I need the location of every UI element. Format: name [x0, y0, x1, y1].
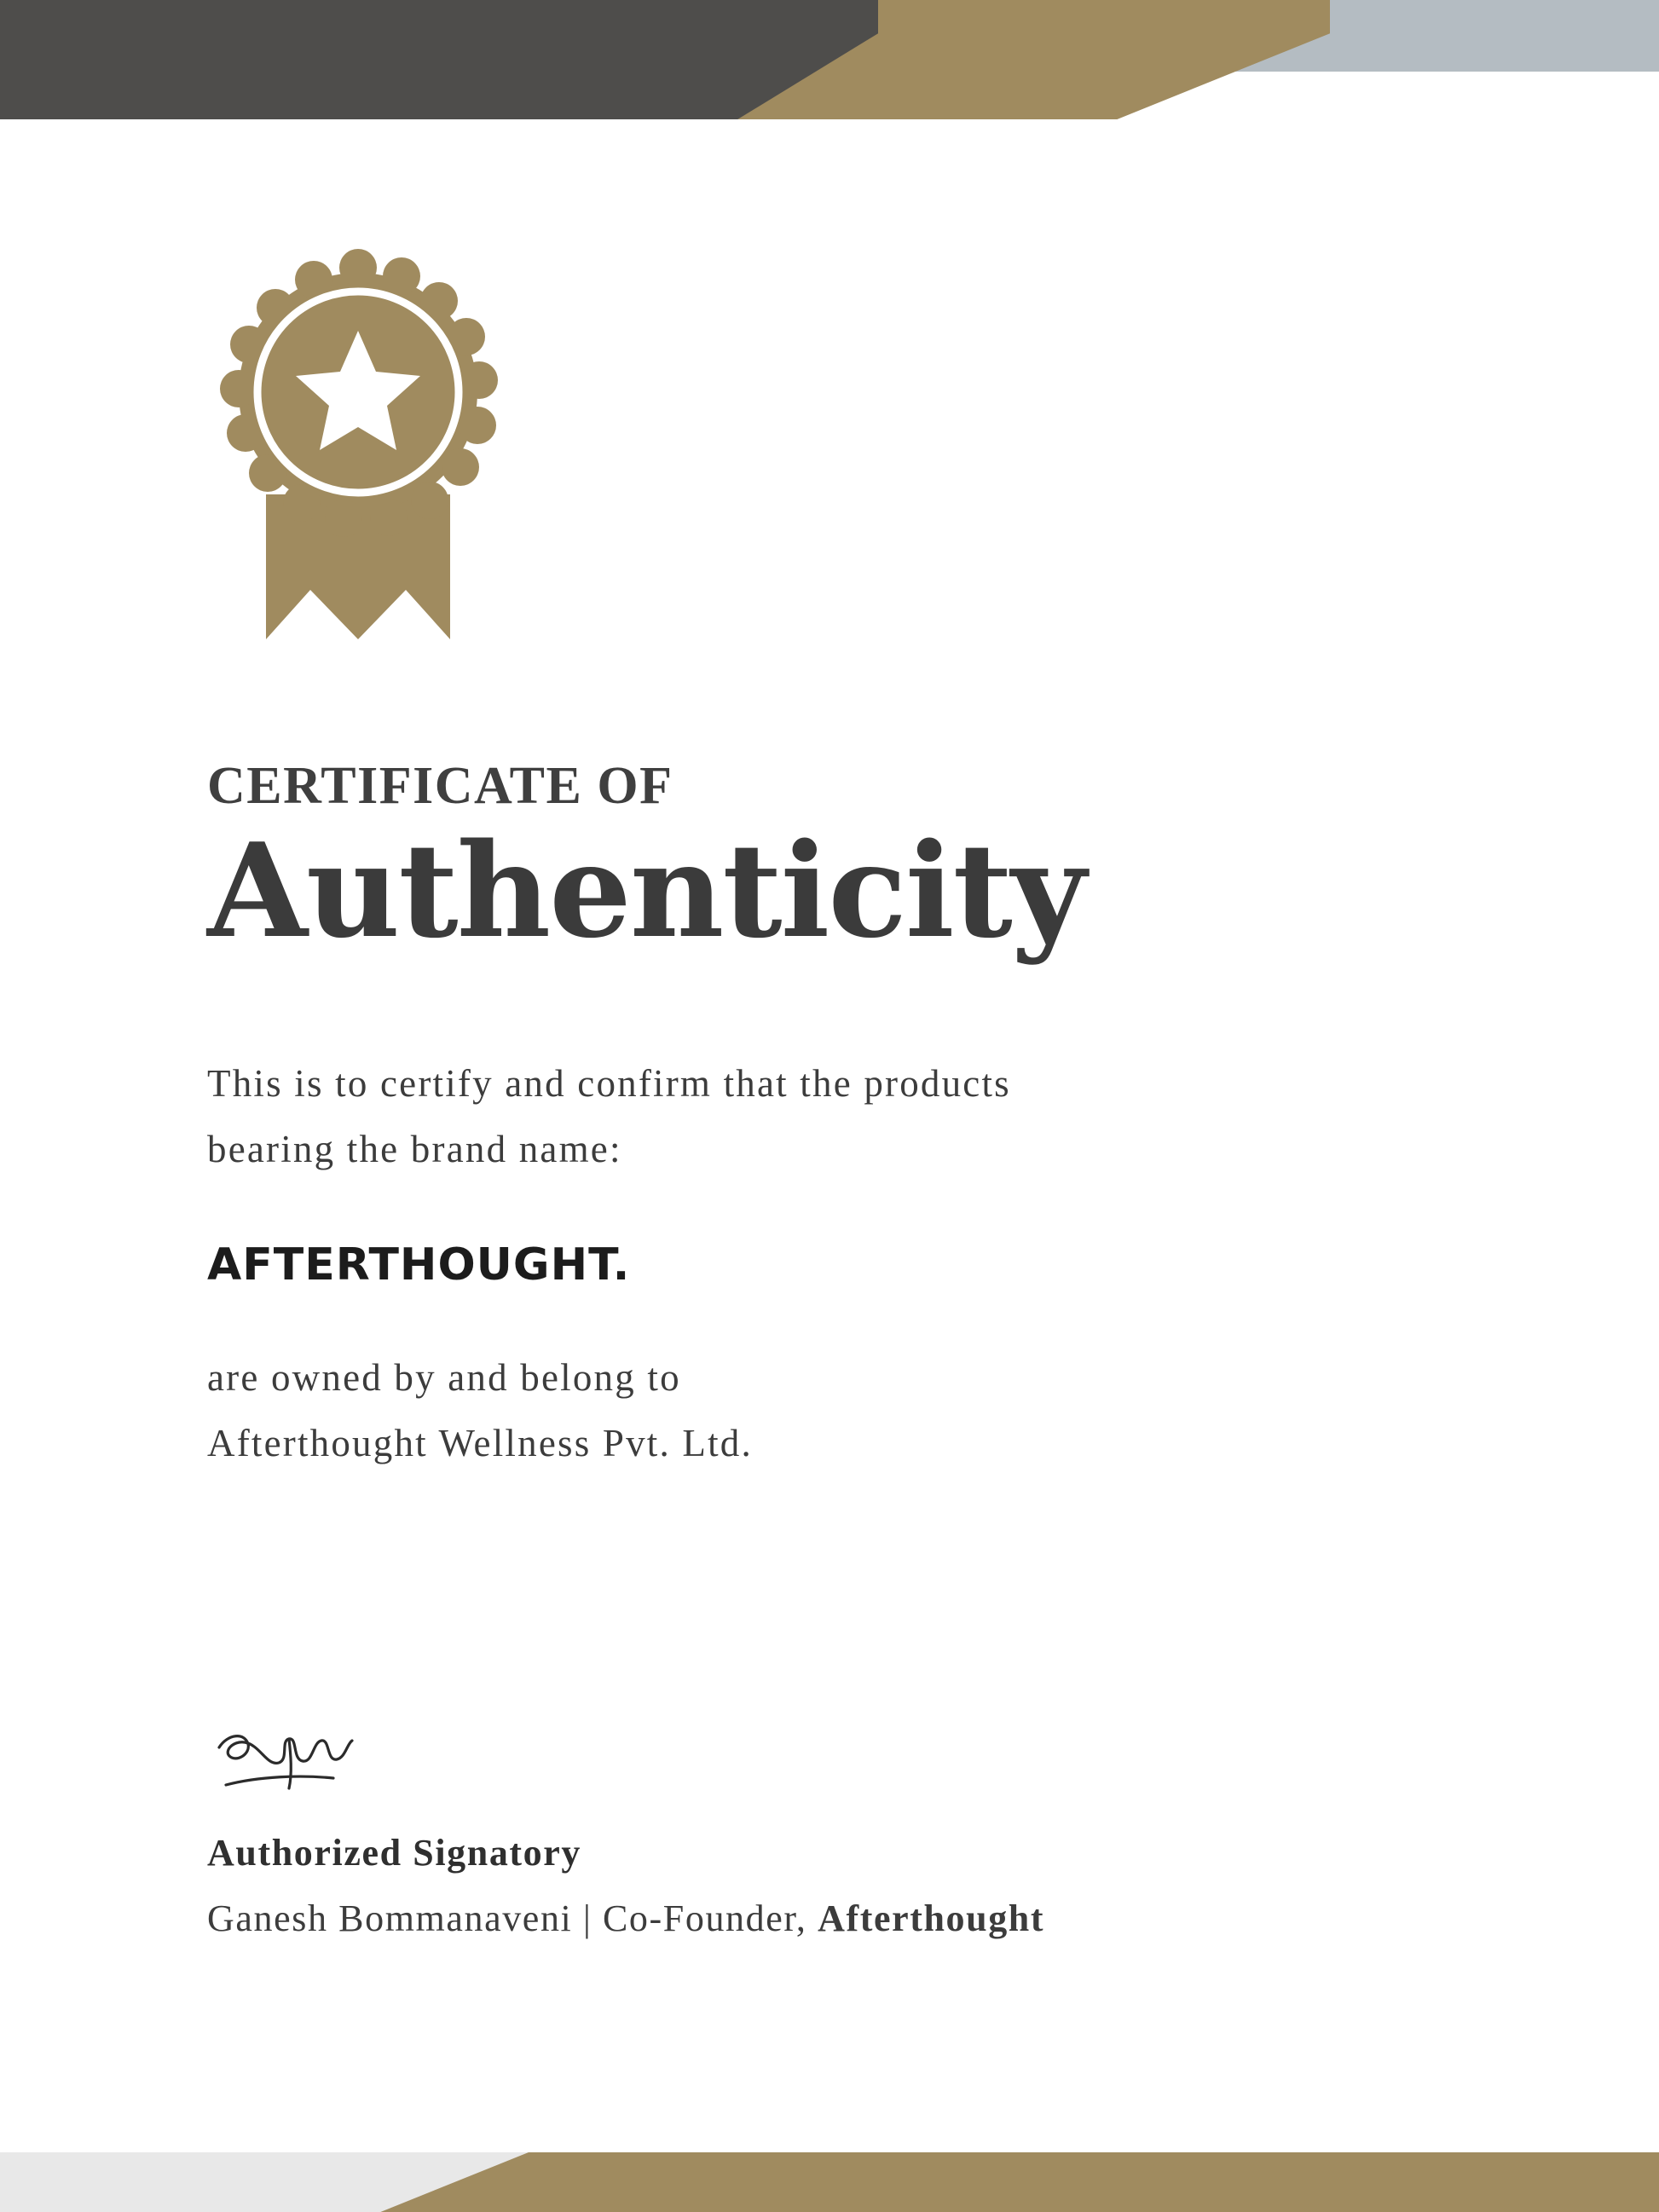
signatory-name-line — [207, 1897, 1486, 1940]
page-title: Authenticity — [207, 814, 1085, 967]
signer-title: Co-Founder, — [602, 1897, 818, 1939]
ownership-line-1: are owned by and belong to — [207, 1356, 681, 1400]
certificate-content — [207, 759, 1443, 1476]
bottom-decorative-band — [0, 2101, 1659, 2212]
ownership-line-2: Afterthought Wellness Pvt. Ltd. — [207, 1421, 753, 1464]
intro-line-2: bearing the brand name: — [207, 1127, 622, 1170]
certificate-of-label: CERTIFICATE OF — [207, 757, 673, 815]
signer-name: Ganesh Bommanaveni — [207, 1897, 573, 1939]
signatory-role-label: Authorized Signatory — [207, 1832, 581, 1874]
award-seal-star-icon — [205, 239, 512, 648]
signature-mark-icon — [207, 1722, 378, 1816]
top-decorative-band — [0, 0, 1659, 119]
signature-block — [207, 1722, 1486, 1940]
signature-separator: | — [572, 1897, 603, 1939]
signer-company: Afterthought — [818, 1897, 1045, 1939]
brand-name: AFTERTHOUGHT. — [207, 1239, 631, 1291]
band-shape-dark — [0, 0, 878, 119]
intro-line-1: This is to certify and confirm that the products — [207, 1062, 1011, 1106]
